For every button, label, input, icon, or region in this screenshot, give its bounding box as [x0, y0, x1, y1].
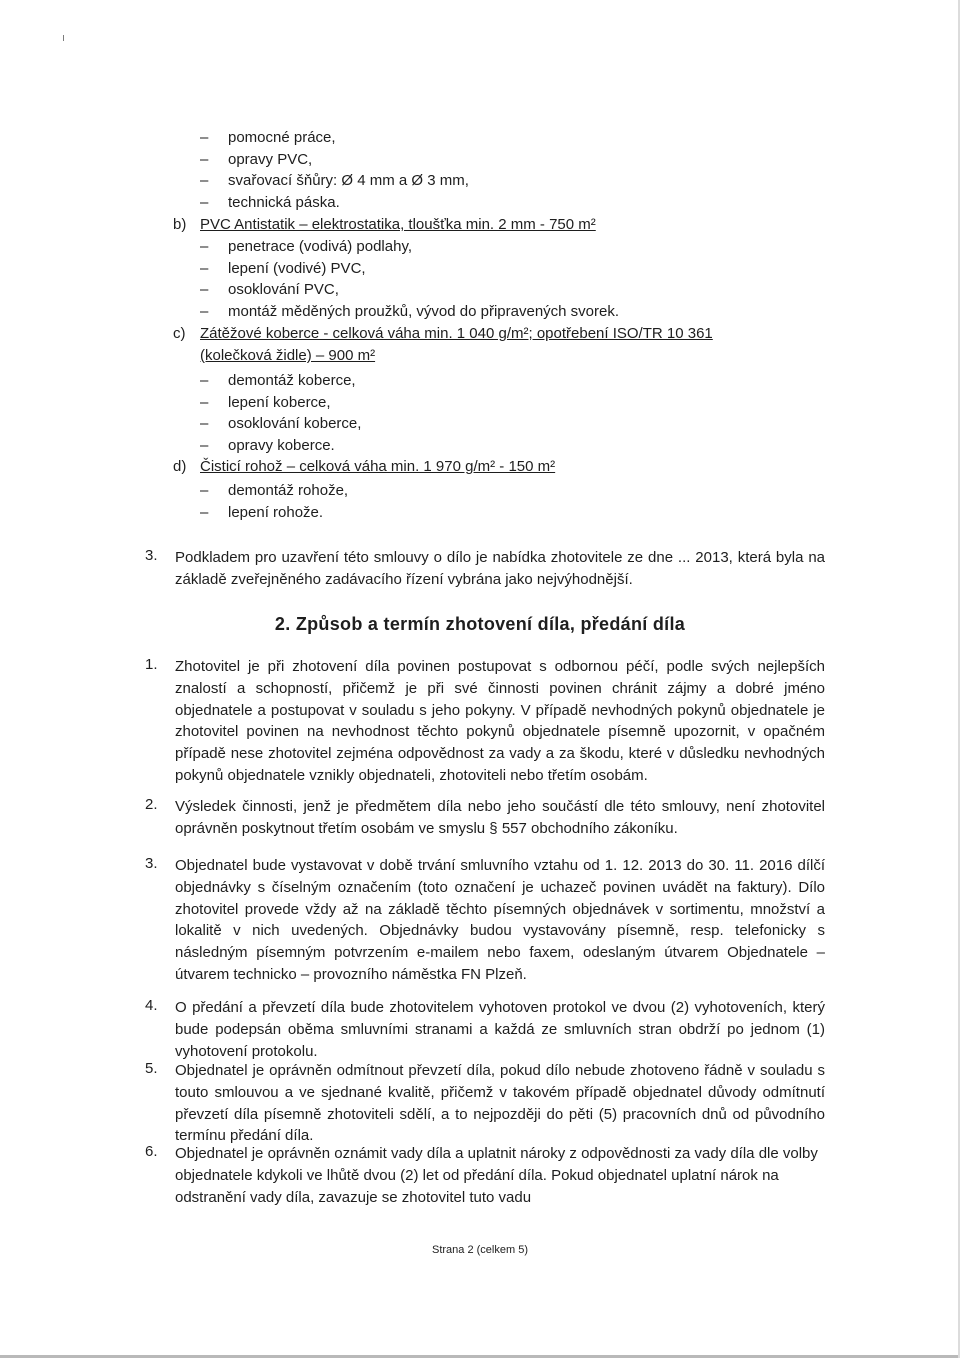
paragraph-number: 2.	[145, 796, 158, 813]
list-item: – opravy PVC,	[200, 149, 469, 171]
item-c-title-continued: (kolečková židle) – 900 m²	[200, 347, 376, 364]
paragraph-text: O předání a převzetí díla bude zhotovitelem vyhotoven protokol ve dvou (2) vyhotoveních, který bude podepsán oběma smluvními stranami a každá ze smluvních stran obdrží po jednom (1) vyhotovení protokolu.	[175, 999, 825, 1060]
list-item: – lepení (vodivé) PVC,	[200, 258, 619, 280]
list-item: – pomocné práce,	[200, 127, 469, 149]
item-d-title: Čisticí rohož – celková váha min. 1 970 g/m² - 150 m²	[200, 458, 556, 475]
list-item: – osoklování PVC,	[200, 279, 619, 301]
paragraph-text: Objednatel bude vystavovat v době trvání smluvního vztahu od 1. 12. 2013 do 30. 11. 2016 dílčí objednávky s číselným označením (toto označení je uchazeč povinen uvádět na faktury). Dílo zhotovitel provede vždy až na základě těchto písemných objednávek v sortimentu, množství a lokalitě v nich uvedených. Objednávky budou vystavovány písemně, resp. telefonicky s následným písemným potvrzením e-mailem nebo faxem, odeslaným útvarem Objednatele – útvarem technicko – provozního náměstka FN Plzeň.	[175, 857, 825, 983]
item-b-task-list	[200, 236, 619, 322]
item-b-letter: b)	[173, 216, 187, 233]
paragraph-text: Výsledek činnosti, jenž je předmětem díla nebo jeho součástí dle této smlouvy, není zhotovitel oprávněn poskytnout třetím osobám ve smyslu § 557 obchodního zákoníku.	[175, 798, 825, 837]
paragraph-number: 1.	[145, 656, 158, 673]
item-d-heading	[173, 456, 555, 478]
list-item: – svařovací šňůry: Ø 4 mm a Ø 3 mm,	[200, 170, 469, 192]
paragraph-text: Objednatel je oprávněn oznámit vady díla a uplatnit nároky z odpovědnosti za vady díla dle volby objednatele kdykoli ve lhůtě dvou (2) let od předání díla. Pokud objednatel uplatní nárok na odstranění vady díla, zavazuje se zhotovitel tuto vadu	[175, 1145, 818, 1206]
paragraph-number: 4.	[145, 997, 158, 1014]
scan-corner-mark: ı	[62, 32, 66, 44]
list-item: – opravy koberce.	[200, 435, 361, 457]
paragraph-text: Zhotovitel je při zhotovení díla povinen postupovat s odbornou péčí, podle svých nejlepších znalostí a schopností, přičemž je při své činnosti povinen chránit zájmy a dobré jméno objednatele a postupovat v souladu s jeho pokyny. V případě nevhodných pokynů objednatele je zhotovitel povinen na nevhodnost těchto pokynů objednatele písemně upozornit, v opačném případě nese zhotovitel zejména odpovědnost za vady a za škodu, které v důsledku nevhodných pokynů objednatele vznikly objednateli, zhotoviteli nebo třetím osobám.	[175, 658, 825, 784]
item-b-heading	[173, 214, 596, 236]
item-d-task-list	[200, 480, 348, 523]
list-item: – montáž měděných proužků, vývod do připravených svorek.	[200, 301, 619, 323]
item-d-letter: d)	[173, 458, 187, 475]
item-c-letter: c)	[173, 325, 186, 342]
item-c-title: Zátěžové koberce - celková váha min. 1 040 g/m²; opotřebení ISO/TR 10 361	[200, 325, 713, 342]
list-item: – osoklování koberce,	[200, 413, 361, 435]
point-3-text: Podkladem pro uzavření této smlouvy o dílo je nabídka zhotovitele ze dne ... 2013, která byla na základě zveřejněného zadávacího řízení vybrána jako nejvýhodnější.	[175, 549, 825, 588]
list-item: – penetrace (vodivá) podlahy,	[200, 236, 619, 258]
item-c-task-list	[200, 370, 361, 456]
point-3-number: 3.	[145, 547, 158, 564]
item-c-heading	[173, 323, 713, 345]
list-item: – demontáž koberce,	[200, 370, 361, 392]
paragraph-text: Objednatel je oprávněn odmítnout převzetí díla, pokud dílo nebude zhotoveno řádně v souladu s touto smlouvou a ve sjednané kvalitě, přičemž v takovém případě objednatel důvody odmítnutí převzetí díla písemně zhotoviteli sdělí, a to nejpozději do pěti (5) pracovních dnů od původního termínu předání díla.	[175, 1062, 825, 1145]
list-item: – lepení rohože.	[200, 502, 348, 524]
list-item: – lepení koberce,	[200, 392, 361, 414]
paragraph-number: 3.	[145, 855, 158, 872]
item-b-title: PVC Antistatik – elektrostatika, tloušťka min. 2 mm - 750 m²	[200, 216, 596, 233]
page-footer: Strana 2 (celkem 5)	[432, 1244, 528, 1256]
section-a-task-list	[200, 127, 469, 213]
section-heading: 2. Způsob a termín zhotovení díla, předání díla	[274, 614, 686, 634]
paragraph-number: 6.	[145, 1143, 158, 1160]
paragraph-number: 5.	[145, 1060, 158, 1077]
list-item: – technická páska.	[200, 192, 469, 214]
list-item: – demontáž rohože,	[200, 480, 348, 502]
